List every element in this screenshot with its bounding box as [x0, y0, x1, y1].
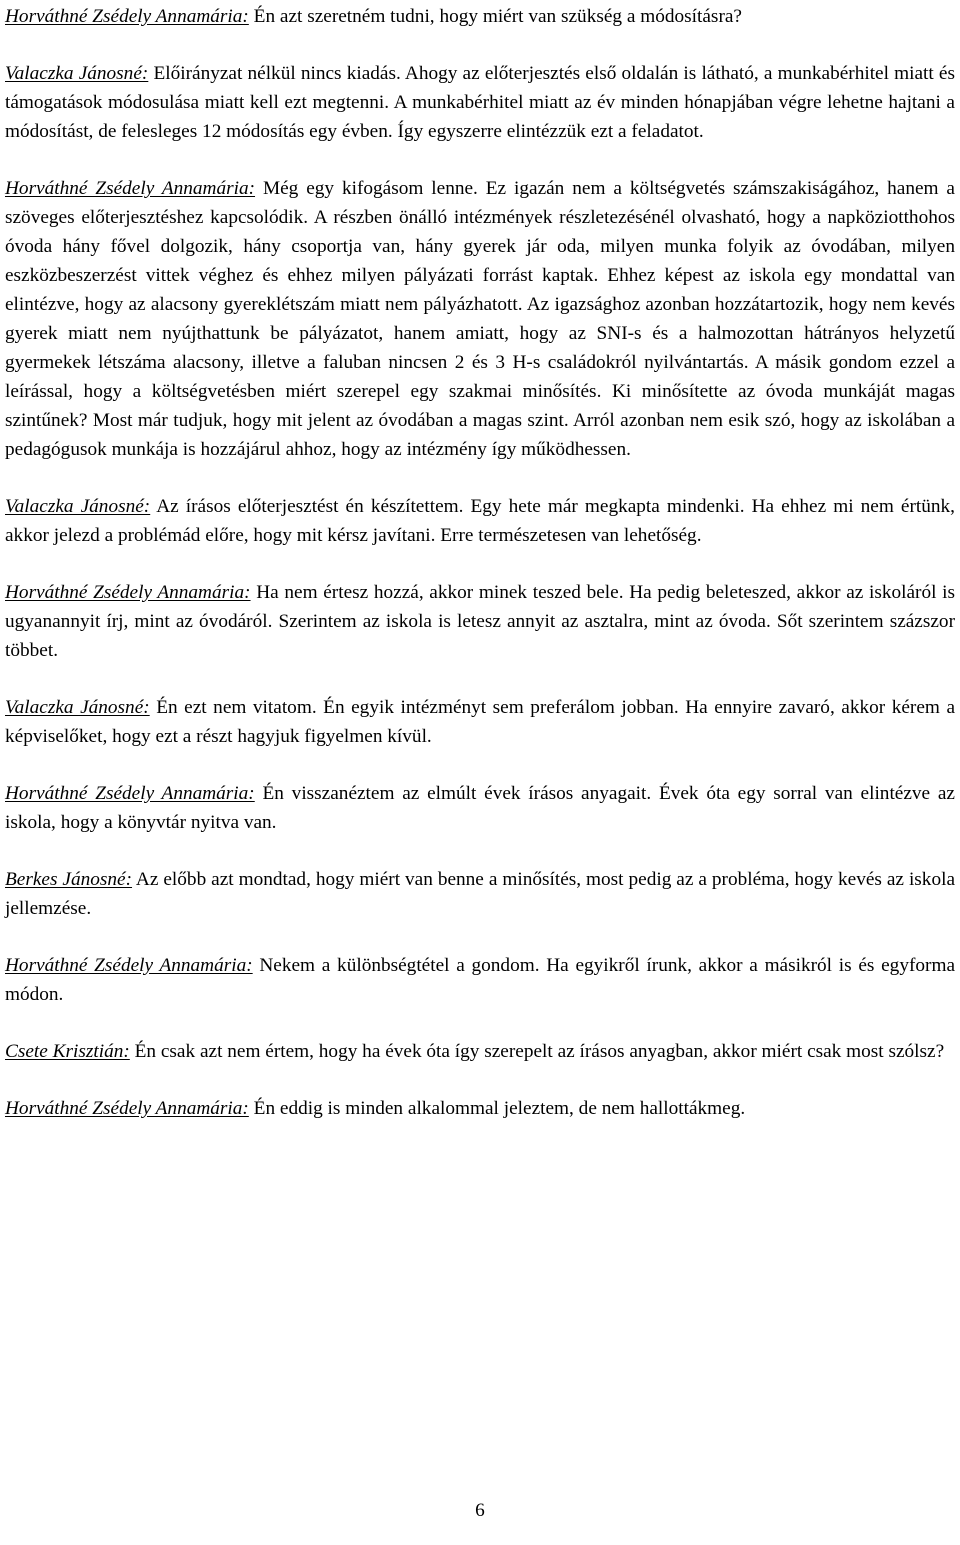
paragraph-text: Én azt szeretném tudni, hogy miért van szükség a módosításra?	[248, 6, 742, 27]
speaker-name: Berkes Jánosné:	[5, 869, 133, 890]
paragraph	[5, 951, 955, 1009]
page-number: 6	[475, 1500, 485, 1521]
speaker-name: Valaczka Jánosné:	[5, 496, 151, 517]
paragraph	[5, 865, 955, 923]
paragraph-text: Előirányzat nélkül nincs kiadás. Ahogy az előterjesztés első oldalán is látható, a munkabérhitel miatt és támogatások módosulása miatt kell ezt megtenni. A munkabérhitel miatt az év minden hónapjában végre lehetne hajtani a módosítást, de felesleges 12 módosítás egy évben. Így egyszerre elintézzük ezt a feladatot.	[5, 63, 955, 142]
paragraph-text: Az előbb azt mondtad, hogy miért van benne a minősítés, most pedig az a probléma, hogy kevés az iskola jellemzése.	[5, 869, 955, 919]
paragraph-text: Az írásos előterjesztést én készítettem. Egy hete már megkapta mindenki. Ha ehhez mi nem értünk, akkor jelezd a problémád előre, hogy mit kérsz javítani. Erre természetesen van lehetőség.	[5, 496, 955, 546]
speaker-name: Csete Krisztián:	[5, 1041, 130, 1062]
paragraph	[5, 174, 955, 464]
paragraph	[5, 2, 955, 31]
speaker-name: Horváthné Zsédely Annamária:	[5, 955, 253, 976]
document-page	[5, 2, 955, 1151]
speaker-name: Horváthné Zsédely Annamária:	[5, 783, 255, 804]
paragraph	[5, 578, 955, 665]
paragraph	[5, 1094, 955, 1123]
paragraph-text: Én eddig is minden alkalommal jeleztem, de nem hallottákmeg.	[248, 1098, 746, 1119]
paragraph-text: Nekem a különbségtétel a gondom. Ha egyikről írunk, akkor a másikról is és egyforma módon.	[5, 955, 955, 1005]
speaker-name: Horváthné Zsédely Annamária:	[5, 1098, 249, 1119]
paragraph-text: Én csak azt nem értem, hogy ha évek óta így szerepelt az írásos anyagban, akkor miért csak most szólsz?	[129, 1041, 945, 1062]
speaker-name: Valaczka Jánosné:	[5, 63, 149, 84]
paragraph	[5, 693, 955, 751]
speaker-name: Horváthné Zsédely Annamária:	[5, 582, 251, 603]
speaker-name: Horváthné Zsédely Annamária:	[5, 178, 256, 199]
paragraph-text: Én visszanéztem az elmúlt évek írásos anyagait. Évek óta egy sorral van elintézve az iskola, hogy a könyvtár nyitva van.	[5, 783, 955, 833]
speaker-name: Valaczka Jánosné:	[5, 697, 150, 718]
paragraph	[5, 1037, 955, 1066]
paragraph-text: Még egy kifogásom lenne. Ez igazán nem a költségvetés számszakiságához, hanem a szöveges előterjesztéshez kapcsolódik. A részben önálló intézmények részletezésénél olvasható, hogy a napköziotthohos óvoda hány fővel dolgozik, hány csoportja van, hány gyerek jár oda, milyen munka folyik az óvodában, milyen eszközbeszerzést vittek véghez és ehhez milyen pályázati forrást kaptak. Ehhez képest az iskola egy mondattal van elintézve, hogy az alacsony gyereklétszám miatt nem pályázhatott. Az igazsághoz azonban hozzátartozik, hogy nem kevés gyerek miatt nem nyújthattunk be pályázatot, hanem amiatt, hogy az SNI-s és a halmozottan hátrányos helyzetű gyermekek létszáma alacsony, illetve a faluban nincsen 2 és 3 H-s családokról nyilvántartás. A másik gondom ezzel a leírással, hogy a költségvetésben miért szerepel egy szakmai minősítés. Ki minősítette az óvoda munkáját magas szintűnek? Most már tudjuk, hogy mit jelent az óvodában a magas szint. Arról azonban nem esik szó, hogy az iskolában a pedagógusok munkája is hozzájárul ahhoz, hogy az intézmény így működhessen.	[5, 178, 955, 460]
paragraph-text: Ha nem értesz hozzá, akkor minek teszed bele. Ha pedig beleteszed, akkor az iskoláról is ugyanannyit írj, mint az óvodáról. Szerintem az iskola is letesz annyit az asztalra, mint az óvoda. Sőt szerintem százszor többet.	[5, 582, 955, 661]
paragraph	[5, 779, 955, 837]
paragraph	[5, 492, 955, 550]
speaker-name: Horváthné Zsédely Annamária:	[5, 6, 249, 27]
paragraph	[5, 59, 955, 146]
paragraph-text: Én ezt nem vitatom. Én egyik intézményt sem preferálom jobban. Ha ennyire zavaró, akkor kérem a képviselőket, hogy ezt a részt hagyjuk figyelmen kívül.	[5, 697, 956, 747]
